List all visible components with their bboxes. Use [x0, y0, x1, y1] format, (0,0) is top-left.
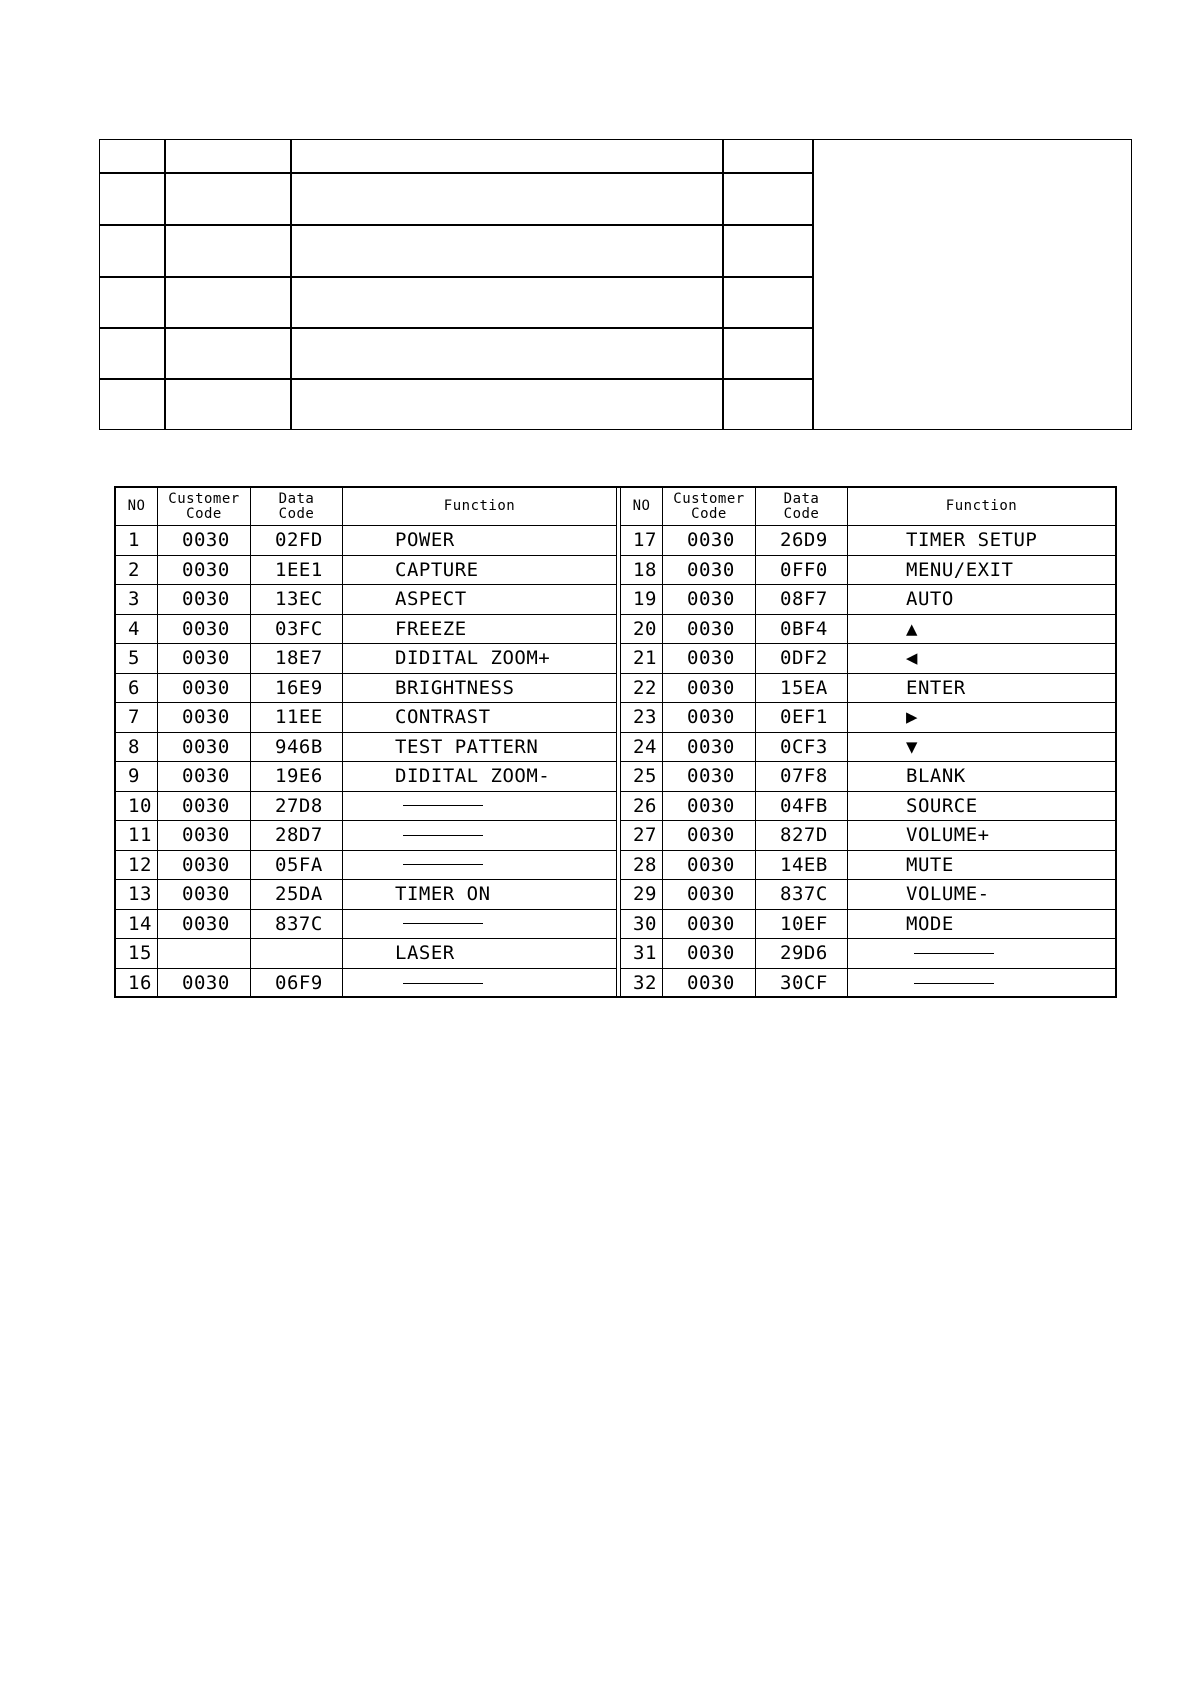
- header-customer-line: Customer: [673, 490, 745, 507]
- cell-no: 20: [621, 615, 663, 644]
- cell-no: 15: [116, 939, 158, 968]
- table-row: [621, 880, 1115, 910]
- cell-no: 2: [116, 556, 158, 585]
- header-customer-line: Customer: [168, 490, 240, 507]
- unassigned-dash: [914, 983, 994, 984]
- table-row: [621, 674, 1115, 704]
- cell-function: BLANK: [906, 765, 966, 788]
- cell-function: MUTE: [906, 853, 954, 876]
- cell-customer-code: 0030: [663, 762, 756, 791]
- table-row: [621, 526, 1115, 556]
- cell-function: MODE: [906, 912, 954, 935]
- unassigned-dash: [403, 835, 483, 836]
- cell-function: FREEZE: [395, 617, 467, 640]
- cell-customer-code: 0030: [663, 644, 756, 673]
- cell-function: TIMER ON: [395, 883, 491, 906]
- unassigned-dash: [914, 953, 994, 954]
- cell-customer-code: 0030: [158, 821, 251, 850]
- cell-no: 8: [116, 733, 158, 762]
- table-row: [621, 821, 1115, 851]
- cell-data-code: 0EF1: [756, 703, 848, 732]
- header-customer-code: [158, 488, 251, 525]
- rev-hline-4: [100, 327, 812, 329]
- rev-vline-1: [164, 140, 166, 429]
- cell-no: 5: [116, 644, 158, 673]
- cell-data-code: 28D7: [251, 821, 343, 850]
- cell-customer-code: 0030: [158, 674, 251, 703]
- header-data-line: Data: [783, 490, 820, 507]
- table-row: [116, 526, 616, 556]
- header-no: NO: [116, 488, 158, 525]
- cell-function: [848, 969, 1115, 999]
- cell-no: 23: [621, 703, 663, 732]
- cell-customer-code: 0030: [663, 939, 756, 968]
- cell-function: LASER: [395, 942, 455, 965]
- cell-data-code: 04FB: [756, 792, 848, 821]
- cell-customer-code: 0030: [158, 969, 251, 999]
- table-row: [621, 762, 1115, 792]
- cell-customer-code: 0030: [663, 969, 756, 999]
- cell-no: 19: [621, 585, 663, 614]
- cell-no: 3: [116, 585, 158, 614]
- cell-data-code: 14EB: [756, 851, 848, 880]
- cell-no: 18: [621, 556, 663, 585]
- header-code-line: Code: [186, 505, 222, 522]
- table-row: [116, 556, 616, 586]
- cell-no: 17: [621, 526, 663, 555]
- cell-no: 1: [116, 526, 158, 555]
- cell-customer-code: 0030: [663, 733, 756, 762]
- cell-customer-code: 0030: [158, 733, 251, 762]
- cell-customer-code: 0030: [663, 556, 756, 585]
- cell-data-code: 29D6: [756, 939, 848, 968]
- cell-no: 13: [116, 880, 158, 909]
- cell-no: 29: [621, 880, 663, 909]
- cell-function: BRIGHTNESS: [395, 676, 515, 699]
- table-row: [116, 939, 616, 969]
- cell-function: DIDITAL ZOOM+: [395, 647, 551, 670]
- table-row: [621, 585, 1115, 615]
- header-code-line: Code: [278, 505, 315, 522]
- cell-data-code: 946B: [251, 733, 343, 762]
- cell-data-code: 0CF3: [756, 733, 848, 762]
- header-data-code: [756, 488, 848, 525]
- table-row: [116, 910, 616, 940]
- cell-data-code: 08F7: [756, 585, 848, 614]
- cell-customer-code: 0030: [158, 851, 251, 880]
- table-row: [621, 556, 1115, 586]
- cell-function: CAPTURE: [395, 558, 479, 581]
- cell-customer-code: 0030: [158, 615, 251, 644]
- rev-hline-3: [100, 276, 812, 278]
- cell-function: [343, 969, 616, 999]
- cell-customer-code: 0030: [663, 615, 756, 644]
- cell-function: ASPECT: [395, 588, 467, 611]
- cell-data-code: 837C: [756, 880, 848, 909]
- table-row: [621, 703, 1115, 733]
- table-row: [116, 585, 616, 615]
- cell-function: CONTRAST: [395, 706, 491, 729]
- cell-customer-code: 0030: [158, 880, 251, 909]
- cell-data-code: 0DF2: [756, 644, 848, 673]
- cell-function: SOURCE: [906, 794, 978, 817]
- cell-function: ▼: [906, 735, 918, 758]
- cell-customer-code: 0030: [158, 556, 251, 585]
- cell-data-code: 30CF: [756, 969, 848, 999]
- cell-no: 14: [116, 910, 158, 939]
- cell-customer-code: 0030: [663, 910, 756, 939]
- cell-no: 27: [621, 821, 663, 850]
- cell-function: MENU/EXIT: [906, 558, 1014, 581]
- cell-function: VOLUME+: [906, 824, 990, 847]
- cell-no: 25: [621, 762, 663, 791]
- cell-customer-code: 0030: [158, 585, 251, 614]
- header-function: Function: [443, 498, 516, 514]
- table-row: [116, 762, 616, 792]
- table-row: [621, 910, 1115, 940]
- code-table-left: [116, 488, 616, 996]
- cell-function: ▶: [906, 706, 918, 729]
- cell-customer-code: 0030: [158, 910, 251, 939]
- cell-no: 7: [116, 703, 158, 732]
- unassigned-dash: [403, 864, 483, 865]
- cell-no: 4: [116, 615, 158, 644]
- cell-data-code: 827D: [756, 821, 848, 850]
- cell-function: VOLUME-: [906, 883, 990, 906]
- cell-function: TEST PATTERN: [395, 735, 539, 758]
- cell-customer-code: 0030: [663, 674, 756, 703]
- header-code-line: Code: [691, 505, 727, 522]
- cell-function: [343, 821, 616, 850]
- header-code-line: Code: [783, 505, 820, 522]
- table-row: [116, 703, 616, 733]
- cell-no: 10: [116, 792, 158, 821]
- cell-function: [848, 939, 1115, 968]
- header-function: Function: [945, 498, 1018, 514]
- code-table-right: [621, 488, 1115, 996]
- cell-data-code: 0BF4: [756, 615, 848, 644]
- cell-no: 30: [621, 910, 663, 939]
- table-row: [116, 821, 616, 851]
- cell-data-code: 11EE: [251, 703, 343, 732]
- cell-data-code: 02FD: [251, 526, 343, 555]
- rev-hline-5: [100, 378, 812, 380]
- cell-data-code: 26D9: [756, 526, 848, 555]
- table-row: [621, 969, 1115, 999]
- cell-function: ▲: [906, 617, 918, 640]
- table-row: [116, 615, 616, 645]
- cell-data-code: 19E6: [251, 762, 343, 791]
- cell-data-code: 06F9: [251, 969, 343, 999]
- rev-vline-3: [722, 140, 724, 429]
- table-row: [116, 792, 616, 822]
- cell-customer-code: 0030: [158, 644, 251, 673]
- table-row: [621, 733, 1115, 763]
- cell-no: 28: [621, 851, 663, 880]
- cell-data-code: 03FC: [251, 615, 343, 644]
- table-row: [621, 851, 1115, 881]
- table-row: [621, 792, 1115, 822]
- cell-no: 12: [116, 851, 158, 880]
- cell-customer-code: 0030: [663, 585, 756, 614]
- header-data-line: Data: [278, 490, 315, 507]
- cell-data-code: 25DA: [251, 880, 343, 909]
- table-row: [621, 644, 1115, 674]
- cell-data-code: 10EF: [756, 910, 848, 939]
- rev-vline-4: [812, 140, 814, 429]
- cell-customer-code: 0030: [663, 880, 756, 909]
- cell-no: 32: [621, 969, 663, 999]
- cell-customer-code: 0030: [158, 792, 251, 821]
- cell-customer-code: 0030: [663, 792, 756, 821]
- cell-data-code: 16E9: [251, 674, 343, 703]
- ir-code-table: [114, 486, 1117, 998]
- cell-data-code: 07F8: [756, 762, 848, 791]
- cell-function: DIDITAL ZOOM-: [395, 765, 551, 788]
- table-row: [116, 969, 616, 999]
- cell-function: [343, 910, 616, 939]
- table-row: [621, 939, 1115, 969]
- cell-function: AUTO: [906, 588, 954, 611]
- cell-function: [343, 792, 616, 821]
- table-row: [621, 615, 1115, 645]
- cell-data-code: 27D8: [251, 792, 343, 821]
- header-data-code: [251, 488, 343, 525]
- header-no: NO: [621, 488, 663, 525]
- cell-data-code: 837C: [251, 910, 343, 939]
- table-row: [116, 880, 616, 910]
- cell-data-code: 15EA: [756, 674, 848, 703]
- cell-customer-code: 0030: [158, 703, 251, 732]
- header-customer-code: [663, 488, 756, 525]
- table-header: [621, 488, 1115, 526]
- table-row: [116, 733, 616, 763]
- cell-data-code: [251, 939, 343, 968]
- cell-no: 24: [621, 733, 663, 762]
- cell-customer-code: 0030: [663, 821, 756, 850]
- unassigned-dash: [403, 983, 483, 984]
- cell-no: 9: [116, 762, 158, 791]
- cell-data-code: 05FA: [251, 851, 343, 880]
- cell-function: TIMER SETUP: [906, 529, 1038, 552]
- cell-data-code: 13EC: [251, 585, 343, 614]
- table-row: [116, 851, 616, 881]
- revision-block: [99, 139, 1132, 430]
- cell-function: [343, 851, 616, 880]
- cell-customer-code: 0030: [663, 526, 756, 555]
- cell-no: 22: [621, 674, 663, 703]
- cell-data-code: 18E7: [251, 644, 343, 673]
- cell-no: 6: [116, 674, 158, 703]
- table-header: [116, 488, 616, 526]
- cell-customer-code: 0030: [663, 703, 756, 732]
- cell-customer-code: [158, 939, 251, 968]
- rev-hline-1: [100, 172, 812, 174]
- cell-customer-code: 0030: [158, 762, 251, 791]
- table-row: [116, 674, 616, 704]
- cell-data-code: 1EE1: [251, 556, 343, 585]
- cell-function: ENTER: [906, 676, 966, 699]
- rev-hline-2: [100, 224, 812, 226]
- cell-function: POWER: [395, 529, 455, 552]
- unassigned-dash: [403, 805, 483, 806]
- cell-no: 26: [621, 792, 663, 821]
- cell-no: 21: [621, 644, 663, 673]
- unassigned-dash: [403, 923, 483, 924]
- cell-function: ◀: [906, 647, 918, 670]
- table-row: [116, 644, 616, 674]
- cell-data-code: 0FF0: [756, 556, 848, 585]
- cell-no: 11: [116, 821, 158, 850]
- cell-no: 31: [621, 939, 663, 968]
- cell-customer-code: 0030: [158, 526, 251, 555]
- cell-no: 16: [116, 969, 158, 999]
- cell-customer-code: 0030: [663, 851, 756, 880]
- rev-vline-2: [290, 140, 292, 429]
